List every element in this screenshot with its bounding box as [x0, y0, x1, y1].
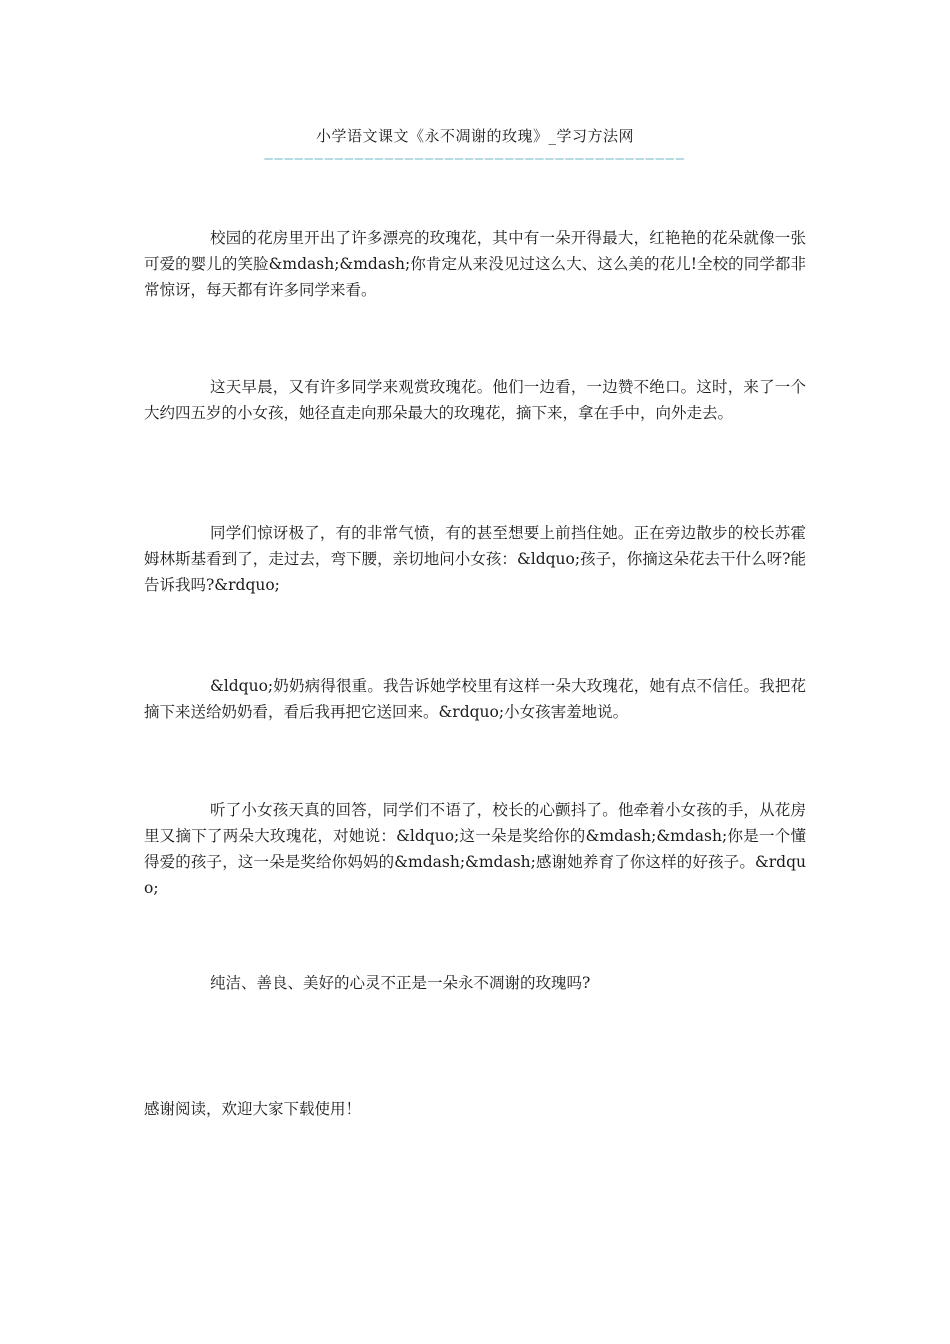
paragraph-1: 校园的花房里开出了许多漂亮的玫瑰花，其中有一朵开得最大，红艳艳的花朵就像一张可爱的婴儿的笑脸&mdash;&mdash;你肯定从来没见过这么大、这么美的花儿!全校的同学都非常惊讶，每天都有许多同学来看。: [144, 229, 806, 299]
document-title: 小学语文课文《永不凋谢的玫瑰》_学习方法网: [315, 127, 634, 145]
paragraph-3: 同学们惊讶极了，有的非常气愤，有的甚至想要上前挡住她。正在旁边散步的校长苏霍姆林斯基看到了，走过去，弯下腰，亲切地问小女孩：&ldquo;孩子，你摘这朵花去干什么呀?能告诉我吗?&rdquo;: [144, 524, 806, 594]
closing-note: 感谢阅读，欢迎大家下载使用！: [144, 1100, 362, 1118]
paragraph-2: 这天早晨，又有许多同学来观赏玫瑰花。他们一边看，一边赞不绝口。这时，来了一个大约四五岁的小女孩，她径直走向那朵最大的玫瑰花，摘下来，拿在手中，向外走去。: [144, 378, 806, 422]
paragraph-5: 听了小女孩天真的回答，同学们不语了，校长的心颤抖了。他牵着小女孩的手，从花房里又摘下了两朵大玫瑰花，对她说：&ldquo;这一朵是奖给你的&mdash;&mdash;你是一个懂得爱的孩子，这一朵是奖给你妈妈的&mdash;&mdash;感谢她养育了你这样的好孩子。&rdquo;: [144, 801, 806, 897]
paragraph-6: 纯洁、善良、美好的心灵不正是一朵永不凋谢的玫瑰吗?: [210, 974, 591, 992]
title-divider: ——————————————————————————————————————————: [264, 151, 686, 167]
paragraph-4: &ldquo;奶奶病得很重。我告诉她学校里有这样一朵大玫瑰花，她有点不信任。我把花摘下来送给奶奶看，看后我再把它送回来。&rdquo;小女孩害羞地说。: [144, 677, 806, 721]
